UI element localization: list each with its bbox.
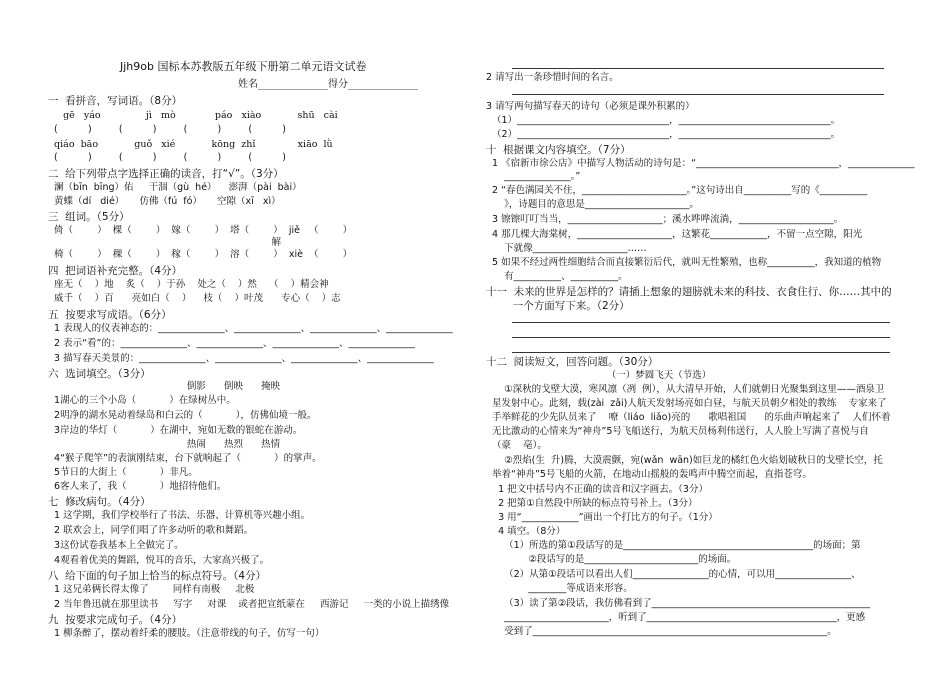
text-fill-4-cont: 下就像____________________…… (486, 243, 647, 254)
passage-line: 举着“神舟”5号飞船的火箭，在地动山摇般的轰鸣声中腾空而起，直指苍穹。 (486, 469, 812, 480)
section-7-heading: 七 修改病句。（4分） (48, 496, 151, 508)
punctuation-sentence-2: 2 当年鲁迅就在那里读书 写字 对课 或者把宣纸蒙在 西游记 一类的小说上描绣像 (48, 599, 450, 610)
sick-sentence-1: 1 这学期，我们学校举行了书法、乐器、计算机等兴趣小组。 (48, 510, 311, 521)
fill-sentence-1: 1湖心的三个小岛（ ）在绿树丛中。 (48, 395, 236, 406)
text-fill-2-cont: 》，诗题目的意思是______________________。 (486, 199, 699, 210)
section-11-heading: 十一 未来的世界是怎样的？请插上想象的翅膀就未来的科技、衣食住行、你……其中的 (486, 286, 892, 298)
fill-sentence-3: 3岸边的华灯（ ）在湖中，宛如无数的银蛇在游动。 (48, 425, 303, 436)
pinyin-row-2: qiáo bāo guǒ xié kōng zhǐ xiāo lǜ (48, 139, 333, 150)
text-fill-4: 4 那几棵大海棠树，____________________，这繁花____________，不留一点空隙，阳光 (486, 229, 863, 240)
reading-fill-2-cont: ________等成语来形容。 (486, 583, 633, 594)
word-group-char-jie: 解 (48, 237, 281, 248)
spring-poem-question: 3 请写两句描写春天的诗句（必须是课外积累的） (486, 101, 695, 112)
text-fill-2: 2 “春色满园关不住，______________________。”这句诗出自__________写的《__________ (486, 185, 868, 196)
imitation-sentence-task: 1 柳条醉了，摆动着纤柔的腰肢。（注意带线的句子，仿写一句） (48, 628, 325, 639)
section-1-heading: 一 看拼音，写词语。（8分） (48, 95, 183, 107)
text-fill-1: 1 《宿新市徐公店》中描写人物活动的诗句是：“______________________________，______________ (486, 158, 915, 169)
section-5-heading: 五 按要求写成语。（6分） (48, 309, 172, 321)
section-8-heading: 八 给下面的句子加上恰当的标点符号。（4分） (48, 570, 267, 582)
reading-choice-row-2: 黄蝶（dí dié） 仿佛（fú fó） 空隙（xī xì） (48, 196, 281, 207)
fill-sentence-4: 4“猴子爬竿”的表演刚结束，台下就响起了（ ）的掌声。 (48, 453, 322, 464)
passage-line: 无比激动的心情来为“神舟”5号飞船送行，为航天员杨利伟送行，人人脸上写满了喜悦与自 (486, 426, 869, 437)
section-9-heading: 九 按要求完成句子。（4分） (48, 614, 183, 626)
reading-question-4: 4 填空。（8分） (486, 526, 566, 537)
sick-sentence-2: 2 联欢会上，同学们唱了许多动听的歌和舞蹈。 (48, 525, 254, 536)
passage-line: （豪 亳）。 (486, 440, 547, 451)
section-4-heading: 四 把词语补充完整。（4分） (48, 265, 183, 277)
word-group-row-2: 椅（ ） 稞（ ） 稼（ ） 溶（ ） xiè （ ） (48, 249, 353, 260)
reading-question-2: 2 把第①自然段中所缺的标点符号补上。（3分） (486, 498, 698, 509)
reading-question-3: 3 用“____________”画出一个打比方的句子。（1分） (486, 512, 718, 523)
reading-fill-3-end: 受到了______________________________________________________________。 (486, 626, 837, 637)
passage-line: ①深秋的戈壁大漠，寒风凛（冽 例），从大清早开始，人们就朝日光聚集到这里——酒泉卫 (486, 384, 885, 395)
text-fill-5-cont: 有__________、__________。 (486, 271, 628, 282)
exam-title: Jjh9ob 国标本苏教版五年级下册第二单元语文试卷 (120, 60, 367, 73)
passage-title: （一）梦圆飞天（节选） (486, 370, 712, 381)
pinyin-row-1: gē yáo jì mò páo xiào shū cài (48, 110, 338, 121)
section-10-heading: 十 根据课文内容填空。（7分） (486, 144, 631, 156)
reading-question-1: 1 把文中括号内不正确的读音和汉字画去。（3分） (486, 484, 708, 495)
answer-line (512, 68, 884, 69)
reading-fill-3-cont: ______________________，听到了________________________________________，更感 (486, 612, 866, 623)
reading-fill-3: （3）读了第②段话，我仿佛看到了______________________________________________ (486, 598, 871, 609)
answer-parens-row-1: ( ) ( ) ( ) ( ) (48, 124, 287, 135)
reading-choice-row-1: 澜（bīn bīng）佑 干涸（gù hé） 澎湃（pài bài） (48, 182, 302, 193)
word-group-row-1: 倚（ ） 棵（ ） 嫁（ ） 塔（ ） jiě （ ） (48, 225, 353, 236)
section-3-heading: 三 组词。（5分） (48, 211, 130, 223)
sick-sentence-3: 3这份试卷我基本上全做完了。 (48, 540, 184, 551)
idiom-fill-row-2: 威千（ ）百 亮如白（ ） 枝（ ）叶茂 专心（ ）志 (48, 293, 341, 304)
section-12-heading: 十二 阅读短文，回答问题。（30分） (486, 356, 659, 368)
idiom-write-2: 2 表示“看”的：______________、______________、______________、______________ (48, 338, 415, 349)
passage-line: ②烈焰(生 升)腾，大漠震颤，宛(wǎn wān)如巨龙的橘红色火焰划破秋日的戈壁长空，托 (486, 455, 883, 466)
reading-fill-2: （2）从第①段话可以看出人们________________的心情，可以用________________、 (486, 569, 861, 580)
word-choice-set-2: 热闹 热烈 热情 (48, 439, 281, 450)
right-column (486, 0, 916, 694)
writing-line (512, 352, 890, 353)
text-fill-3: 3 镲镲叮叮当当，____________________；溪水哗哗流淌，____________________。 (486, 214, 844, 225)
writing-line (512, 337, 890, 338)
fill-sentence-6: 6客人来了，我（ ）地招待他们。 (48, 481, 227, 492)
section-2-heading: 二 给下列带点字选择正确的读音，打“√”。（3分） (48, 168, 284, 180)
idiom-write-1: 1 表现人的仪表神态的：______________、______________、______________、______________ (48, 323, 453, 334)
writing-line (512, 322, 890, 323)
passage-line: 手举鲜花的少先队员来了 嘹（liáo liǎo)亮的 歌唱祖国 的乐曲声响起来了 人们怀着 (486, 412, 891, 423)
idiom-write-3: 3 描写春天美景的：______________、______________、______________、______________ (48, 353, 434, 364)
reading-fill-1: （1）所选的第①段话写的是________________________________________的场面；第 (486, 540, 861, 551)
reading-fill-1-cont: ②段话写的是________________________的场面。 (486, 554, 737, 565)
left-column (48, 0, 468, 694)
fill-sentence-2: 2明净的湖水晃动着绿岛和白云的（ ），仿佛仙境一般。 (48, 410, 317, 421)
answer-line (512, 94, 884, 95)
answer-parens-row-2: ( ) ( ) ( ) ( ) (48, 152, 287, 163)
sick-sentence-4: 4观看着优美的舞蹈，悦耳的音乐，大家高兴极了。 (48, 555, 270, 566)
spring-poem-line-1: （1）________________________________，________________________________。 (486, 115, 841, 126)
spring-poem-line-2: （2）________________________________，________________________________。 (486, 129, 841, 140)
text-fill-1-cont: ______________。” (486, 171, 581, 182)
time-motto-question: 2 请写出一条珍惜时间的名言。 (486, 72, 619, 83)
passage-line: 星发射中心。此刻，载(zài zǎi)人航天发射场亮如白昼，与航天员朝夕相处的教练 专家来了 (486, 398, 887, 409)
text-fill-5: 5 如果不经过两性细胞结合而直接繁衍后代，就叫无性繁殖，也称__________，我知道的植物 (486, 257, 882, 268)
section-6-heading: 六 选词填空。（3分） (48, 368, 151, 380)
word-choice-set-1: 倒影 倒映 掩映 (48, 381, 281, 392)
idiom-fill-row-1: 座无（ ）地 炙（ ）于孙 处之（ ）然 （ ）精会神 (48, 279, 329, 290)
section-11-heading-cont: 一个方面写下来。（2分） (486, 300, 630, 312)
fill-sentence-5: 5节日的大街上（ ）非凡。 (48, 467, 198, 478)
name-score-line: 姓名______________得分______________ (238, 79, 418, 90)
punctuation-sentence-1: 1 这兄弟俩长得太像了 同样有南极 北极 (48, 584, 255, 595)
